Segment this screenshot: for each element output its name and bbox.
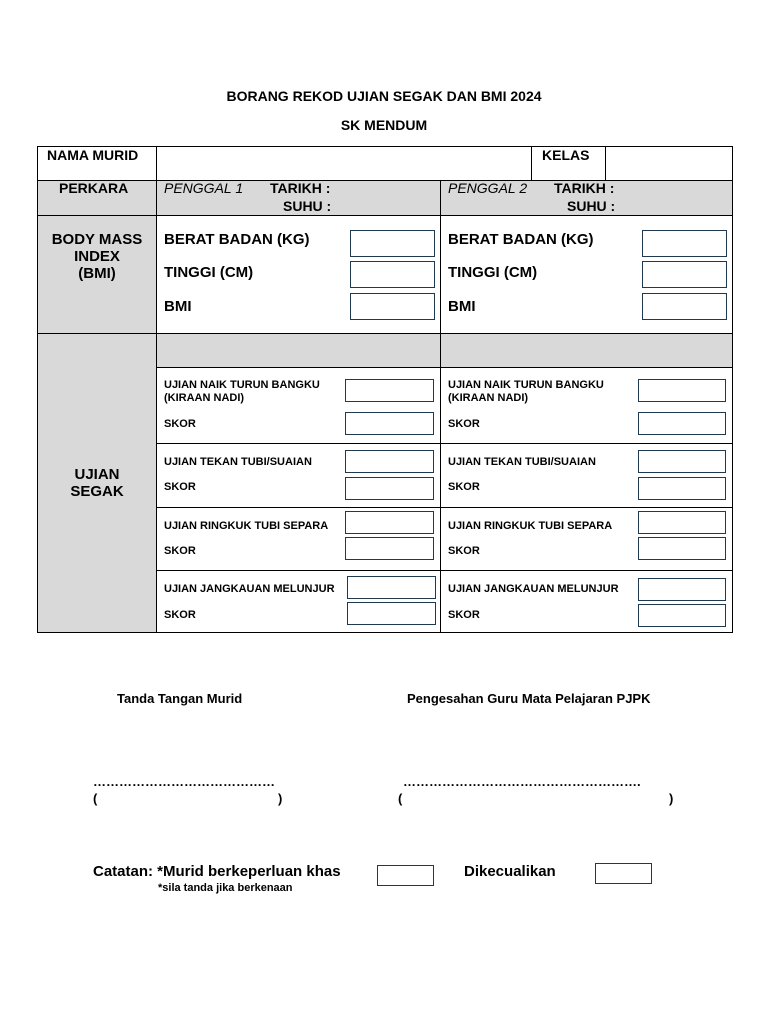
p2-naik-turun-skor-input[interactable] (638, 412, 726, 435)
footnote: *sila tanda jika berkenaan (158, 882, 293, 894)
perkara-label: PERKARA (59, 180, 129, 196)
p2-berat-label: BERAT BADAN (KG) (448, 231, 594, 248)
school-name: SK MENDUM (340, 117, 428, 133)
p2-naik-turun-label: UJIAN NAIK TURUN BANGKU (KIRAAN NADI) (448, 379, 604, 404)
penggal1-suhu-label[interactable]: SUHU : (283, 198, 332, 214)
penggal2-tarikh-label[interactable]: TARIKH : (554, 180, 615, 196)
p1-berat-label: BERAT BADAN (KG) (164, 231, 310, 248)
penggal2-label: PENGGAL 2 (448, 180, 528, 196)
p2-bmi-input[interactable] (642, 293, 727, 320)
murid-signature-line[interactable]: …………………………………… (93, 774, 275, 789)
p1-naik-turun-skor-label: SKOR (164, 418, 196, 430)
p2-tekan-tubi-skor-input[interactable] (638, 477, 726, 500)
penggal-header-bg (157, 181, 732, 215)
kelas-field[interactable] (606, 147, 732, 180)
p2-bmi-label: BMI (448, 298, 476, 315)
p2-tekan-tubi-label: UJIAN TEKAN TUBI/SUAIAN (448, 456, 596, 468)
p2-ringkuk-skor-input[interactable] (638, 537, 726, 560)
p1-tekan-tubi-label: UJIAN TEKAN TUBI/SUAIAN (164, 456, 312, 468)
p2-ringkuk-skor-label: SKOR (448, 545, 480, 557)
p2-tinggi-input[interactable] (642, 261, 727, 288)
catatan-label: Catatan: *Murid berkeperluan khas (93, 863, 341, 880)
dikecualikan-checkbox[interactable] (595, 863, 652, 884)
penggal1-tarikh-label[interactable]: TARIKH : (270, 180, 331, 196)
p2-naik-turun-skor-label: SKOR (448, 418, 480, 430)
p1-bmi-input[interactable] (350, 293, 435, 320)
p2-naik-turun-input[interactable] (638, 379, 726, 402)
p1-jangkauan-input[interactable] (347, 576, 436, 599)
murid-name-close-paren: ) (278, 791, 283, 806)
p2-berat-input[interactable] (642, 230, 727, 257)
p2-tekan-tubi-input[interactable] (638, 450, 726, 473)
segak-section-label: UJIAN SEGAK (70, 466, 124, 500)
p1-naik-turun-input[interactable] (345, 379, 434, 402)
guru-name-close-paren: ) (669, 791, 674, 806)
p1-ringkuk-skor-label: SKOR (164, 545, 196, 557)
p2-tekan-tubi-skor-label: SKOR (448, 481, 480, 493)
bmi-section-label: BODY MASS INDEX (BMI) (51, 231, 143, 282)
form-title: BORANG REKOD UJIAN SEGAK DAN BMI 2024 (226, 88, 542, 104)
p2-jangkauan-label: UJIAN JANGKAUAN MELUNJUR (448, 583, 619, 595)
penggal2-suhu-label[interactable]: SUHU : (567, 198, 616, 214)
p2-jangkauan-skor-label: SKOR (448, 609, 480, 621)
murid-signature-label: Tanda Tangan Murid (117, 691, 243, 706)
p2-jangkauan-skor-input[interactable] (638, 604, 726, 627)
p2-tinggi-label: TINGGI (CM) (448, 264, 538, 281)
nama-murid-field[interactable] (157, 147, 531, 180)
p1-jangkauan-skor-input[interactable] (347, 602, 436, 625)
p1-ringkuk-input[interactable] (345, 511, 434, 534)
guru-signature-line[interactable]: ………………………………………………. (403, 774, 641, 789)
p1-naik-turun-skor-input[interactable] (345, 412, 434, 435)
p1-jangkauan-skor-label: SKOR (164, 609, 196, 621)
p1-tinggi-input[interactable] (350, 261, 435, 288)
p1-berat-input[interactable] (350, 230, 435, 257)
p1-tekan-tubi-skor-label: SKOR (164, 481, 196, 493)
penggal1-label: PENGGAL 1 (164, 180, 244, 196)
p2-ringkuk-label: UJIAN RINGKUK TUBI SEPARA (448, 520, 613, 532)
p1-jangkauan-label: UJIAN JANGKAUAN MELUNJUR (164, 583, 335, 595)
p2-ringkuk-input[interactable] (638, 511, 726, 534)
p2-jangkauan-input[interactable] (638, 578, 726, 601)
p1-tekan-tubi-input[interactable] (345, 450, 434, 473)
p1-tekan-tubi-skor-input[interactable] (345, 477, 434, 500)
p1-ringkuk-label: UJIAN RINGKUK TUBI SEPARA (164, 520, 329, 532)
p1-bmi-label: BMI (164, 298, 192, 315)
p1-tinggi-label: TINGGI (CM) (164, 264, 254, 281)
nama-murid-label: NAMA MURID (47, 147, 139, 163)
p1-ringkuk-skor-input[interactable] (345, 537, 434, 560)
khas-checkbox[interactable] (377, 865, 434, 886)
record-table (37, 146, 733, 633)
murid-name-open-paren: ( (93, 791, 98, 806)
guru-name-open-paren: ( (398, 791, 403, 806)
dikecualikan-label: Dikecualikan (464, 863, 556, 880)
guru-signature-label: Pengesahan Guru Mata Pelajaran PJPK (407, 691, 651, 706)
p1-naik-turun-label: UJIAN NAIK TURUN BANGKU (KIRAAN NADI) (164, 379, 320, 404)
kelas-label: KELAS (542, 147, 590, 163)
segak-header-bg (157, 334, 732, 367)
